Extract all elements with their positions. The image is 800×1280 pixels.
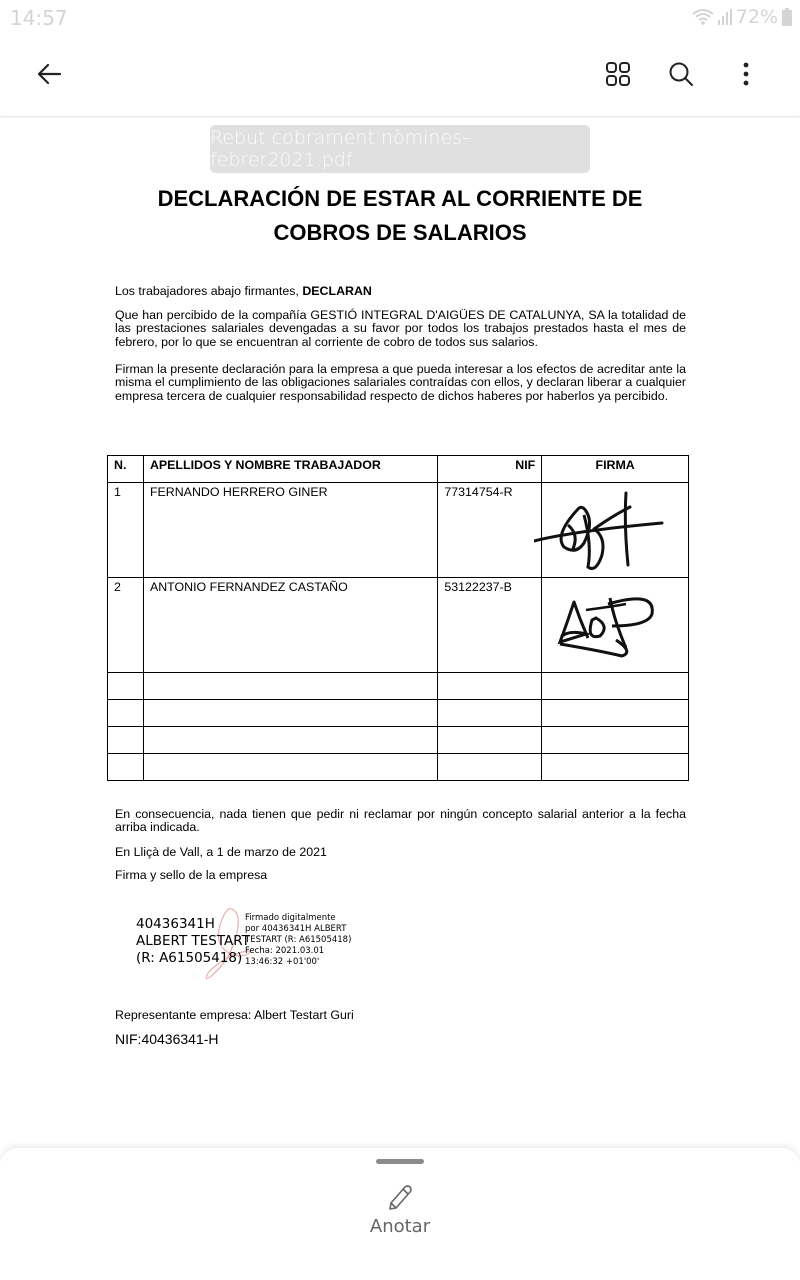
app-bar [0, 34, 800, 117]
row-signature [542, 483, 689, 578]
header-nif: NIF [438, 456, 542, 483]
header-n: N. [108, 456, 144, 483]
more-options-button[interactable] [724, 52, 768, 96]
more-vert-icon [743, 62, 749, 86]
row-name: FERNANDO HERRERO GINER [143, 483, 437, 578]
paragraph-3: En consecuencia, nada tienen que pedir ni reclamar por ningún concepto salarial anterior a la fecha arriba indicada. [115, 807, 686, 835]
paragraph-2: Firman la presente declaración para la empresa a que pueda interesar a los efectos de acreditar ante la misma el cumplimiento de las obligaciones salariales contraídas con ellos, y declaran liberar a cualquier empresa tercera de cualquier responsabilidad respecto de dichos haberes por haberlos ya percibido. [115, 362, 686, 403]
document-title [100, 182, 700, 250]
workers-table [107, 455, 689, 781]
sig-detail-2: por 40436341H ALBERT [245, 924, 347, 934]
header-name: APELLIDOS Y NOMBRE TRABAJADOR [143, 456, 437, 483]
grid-view-icon [605, 61, 631, 87]
table-row [108, 578, 689, 673]
arrow-left-icon [36, 61, 62, 87]
table-header-row [108, 456, 689, 483]
empty-cell [108, 673, 144, 700]
grid-view-button[interactable] [596, 52, 640, 96]
empty-cell [108, 727, 144, 754]
empty-cell [108, 700, 144, 727]
company-sign-label: Firma y sello de la empresa [115, 868, 268, 882]
row-nif: 77314754-R [438, 483, 542, 578]
handwritten-signature-2 [556, 590, 666, 660]
empty-cell [438, 673, 542, 700]
signature-signer [136, 916, 250, 967]
battery-icon [782, 8, 792, 26]
signer-company: (R: A61505418) [136, 950, 243, 966]
pencil-icon [386, 1184, 414, 1212]
title-line-2: COBROS DE SALARIOS [273, 220, 527, 245]
empty-cell [542, 673, 689, 700]
signer-id: 40436341H [136, 916, 215, 932]
signal-icon [718, 9, 732, 25]
table-row-empty [108, 700, 689, 727]
empty-cell [438, 727, 542, 754]
status-icons [692, 6, 792, 28]
place-date: En Lliçà de Vall, a 1 de marzo de 2021 [115, 845, 327, 859]
sig-date: Fecha: 2021.03.01 [245, 946, 325, 956]
row-number: 2 [108, 578, 144, 673]
empty-cell [143, 673, 437, 700]
table-row-empty [108, 673, 689, 700]
handwritten-signature-1 [534, 485, 674, 573]
intro-text [115, 285, 686, 298]
intro-prefix: Los trabajadores abajo firmantes, [115, 284, 303, 298]
annotate-button[interactable] [350, 1184, 450, 1244]
empty-cell [143, 754, 437, 781]
intro-bold: DECLARAN [302, 284, 372, 298]
empty-cell [438, 754, 542, 781]
signer-name: ALBERT TESTART [136, 933, 250, 949]
table-row [108, 483, 689, 578]
sig-detail-1: Firmado digitalmente [245, 913, 336, 923]
empty-cell [108, 754, 144, 781]
filename-chip: Rebut cobrament nòmines–febrer2021.pdf [210, 125, 590, 173]
representative: Representante empresa: Albert Testart Guri [115, 1008, 354, 1022]
back-button[interactable] [27, 52, 71, 96]
digital-signature[interactable] [136, 913, 396, 983]
search-button[interactable] [659, 52, 703, 96]
battery-percent: 72% [735, 6, 778, 28]
empty-cell [542, 754, 689, 781]
empty-cell [542, 700, 689, 727]
company-nif: NIF:40436341-H [115, 1031, 219, 1047]
empty-cell [438, 700, 542, 727]
status-bar [0, 0, 800, 34]
empty-cell [542, 727, 689, 754]
row-signature [542, 578, 689, 673]
row-number: 1 [108, 483, 144, 578]
row-name: ANTONIO FERNANDEZ CASTAÑO [143, 578, 437, 673]
title-line-1: DECLARACIÓN DE ESTAR AL CORRIENTE DE [157, 186, 643, 211]
drag-handle[interactable] [376, 1159, 424, 1164]
signature-details [245, 913, 351, 968]
paragraph-1: Que han percibido de la compañía GESTIÓ INTEGRAL D'AIGÜES DE CATALUNYA, SA la totalidad de las prestaciones salariales devengadas a su favor por todos los trabajos prestados hasta el mes de febrero, por lo que se encuentran al corriente de cobro de todos sus salarios. [115, 308, 686, 349]
pdf-page[interactable] [0, 118, 800, 1148]
status-time: 14:57 [10, 6, 68, 30]
header-firma: FIRMA [542, 456, 689, 483]
bottom-sheet [0, 1148, 800, 1280]
sig-detail-3: TESTART (R: A61505418) [245, 935, 352, 945]
annotate-label: Anotar [369, 1216, 431, 1237]
search-icon [668, 61, 694, 87]
row-nif: 53122237-B [438, 578, 542, 673]
wifi-icon [692, 8, 714, 26]
empty-cell [143, 727, 437, 754]
table-row-empty [108, 727, 689, 754]
table-row-empty [108, 754, 689, 781]
sig-time: 13:46:32 +01'00' [245, 957, 320, 967]
empty-cell [143, 700, 437, 727]
